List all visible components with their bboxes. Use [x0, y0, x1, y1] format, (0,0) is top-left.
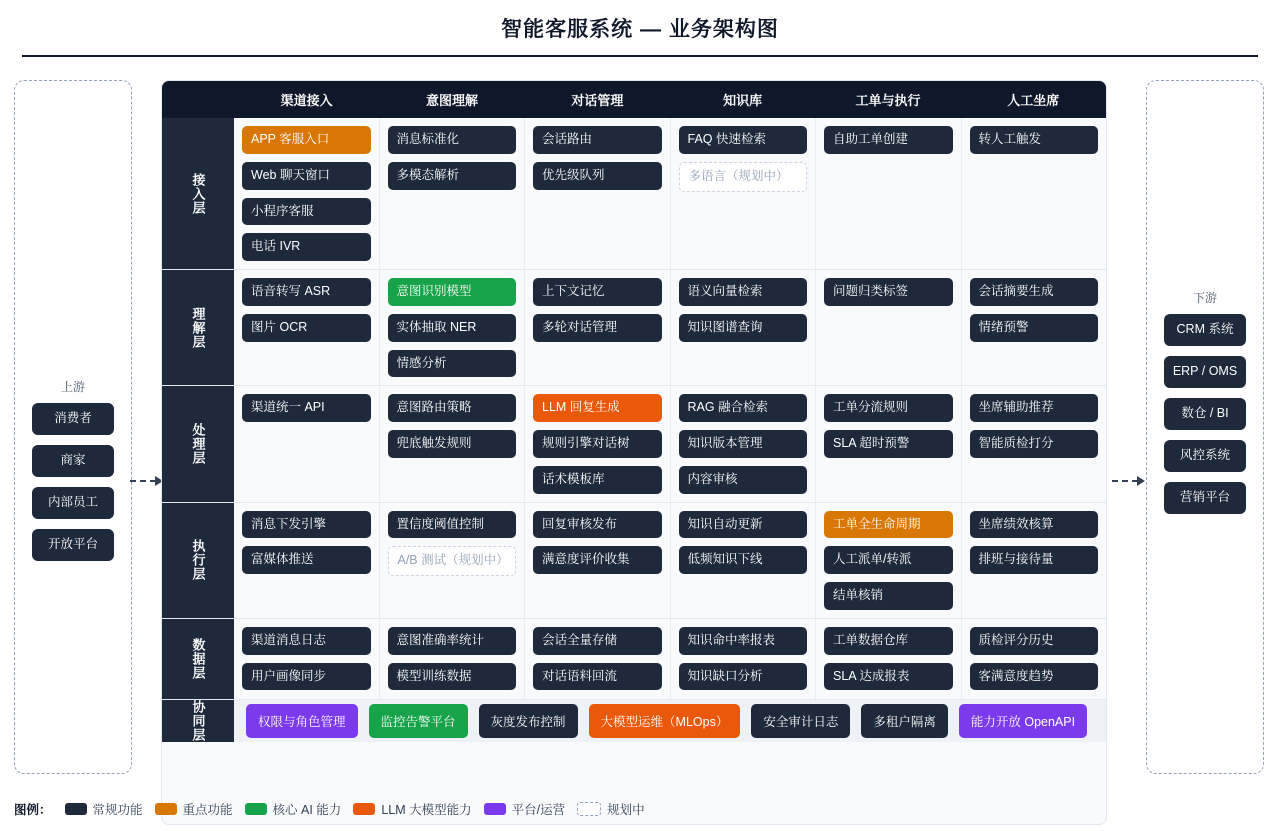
layer-label: 处理层: [162, 386, 234, 501]
capability-node[interactable]: 低频知识下线: [679, 546, 808, 574]
downstream-label: 下游: [1192, 291, 1217, 305]
matrix-cell: [671, 386, 817, 501]
capability-node[interactable]: 语义向量检索: [679, 278, 808, 306]
capability-node[interactable]: 置信度阈值控制: [388, 511, 517, 539]
layer-row: [162, 619, 1106, 700]
upstream-rail: [14, 80, 132, 774]
capability-node[interactable]: 优先级队列: [533, 162, 662, 190]
matrix-cell: [380, 118, 526, 269]
capability-node[interactable]: 意图识别模型: [388, 278, 517, 306]
legend-item: [155, 800, 233, 818]
legend-item: [65, 800, 143, 818]
matrix-cell: [380, 386, 526, 501]
capability-node[interactable]: FAQ 快速检索: [679, 126, 808, 154]
downstream-node[interactable]: 风控系统: [1164, 440, 1246, 472]
downstream-node[interactable]: ERP / OMS: [1164, 356, 1246, 388]
column-header: 知识库: [723, 93, 763, 108]
matrix-cell: [816, 619, 962, 699]
capability-node[interactable]: 自助工单创建: [824, 126, 953, 154]
collaboration-chip[interactable]: 多租户隔离: [861, 704, 948, 738]
layer-label: 理解层: [162, 270, 234, 385]
capability-node[interactable]: 内容审核: [679, 466, 808, 494]
layer-row: [162, 386, 1106, 502]
collaboration-chip[interactable]: 安全审计日志: [751, 704, 850, 738]
upstream-list: [15, 403, 131, 561]
capability-node[interactable]: 转人工触发: [970, 126, 1099, 154]
legend-label: 常规功能: [92, 803, 143, 817]
legend-label: 重点功能: [182, 803, 233, 817]
downstream-arrow: [1112, 476, 1145, 486]
matrix-corner: [162, 81, 234, 118]
collaboration-items: [234, 700, 1106, 742]
capability-node[interactable]: A/B 测试（规划中）: [388, 546, 517, 576]
downstream-node[interactable]: 数仓 / BI: [1164, 398, 1246, 430]
layer-label: 执行层: [162, 503, 234, 618]
capability-node[interactable]: 用户画像同步: [242, 663, 371, 691]
collaboration-chip[interactable]: 权限与角色管理: [246, 704, 358, 738]
matrix-cell: [525, 118, 671, 269]
capability-node[interactable]: 满意度评价收集: [533, 546, 662, 574]
matrix-cell: [525, 619, 671, 699]
capability-node[interactable]: 消息标准化: [388, 126, 517, 154]
capability-node[interactable]: 坐席绩效核算: [970, 511, 1099, 539]
upstream-label: 上游: [60, 380, 85, 394]
legend-label: LLM 大模型能力: [381, 803, 472, 817]
capability-node[interactable]: APP 客服入口: [242, 126, 371, 154]
capability-node[interactable]: 语音转写 ASR: [242, 278, 371, 306]
capability-node[interactable]: 智能质检打分: [970, 430, 1099, 458]
capability-node[interactable]: 模型训练数据: [388, 663, 517, 691]
matrix-cell: [234, 386, 380, 501]
capability-node[interactable]: 问题归类标签: [824, 278, 953, 306]
column-header: 人工坐席: [1007, 93, 1060, 108]
capability-node[interactable]: 工单分流规则: [824, 394, 953, 422]
matrix-cell: [234, 619, 380, 699]
capability-node[interactable]: RAG 融合检索: [679, 394, 808, 422]
matrix-cell: [234, 503, 380, 618]
matrix-cell: [380, 619, 526, 699]
downstream-list: [1147, 314, 1263, 514]
capability-node[interactable]: 会话全量存储: [533, 627, 662, 655]
matrix-cell: [816, 270, 962, 385]
matrix-header-row: [162, 81, 1106, 118]
matrix-cell: [234, 118, 380, 269]
capability-node[interactable]: 情绪预警: [970, 314, 1099, 342]
collaboration-row: [162, 700, 1106, 742]
legend-item: [353, 800, 471, 818]
legend-label: 规划中: [607, 803, 645, 817]
capability-node[interactable]: 会话摘要生成: [970, 278, 1099, 306]
collaboration-chip[interactable]: 监控告警平台: [369, 704, 468, 738]
collaboration-chip[interactable]: 能力开放 OpenAPI: [959, 704, 1087, 738]
layer-label: 接入层: [162, 118, 234, 269]
capability-node[interactable]: 话术模板库: [533, 466, 662, 494]
legend-label: 核心 AI 能力: [272, 803, 342, 817]
legend-title: 图例：: [14, 803, 52, 817]
downstream-node[interactable]: 营销平台: [1164, 482, 1246, 514]
matrix-cell: [962, 619, 1107, 699]
matrix-cell: [816, 386, 962, 501]
capability-node[interactable]: 结单核销: [824, 582, 953, 610]
capability-node[interactable]: 意图准确率统计: [388, 627, 517, 655]
capability-node[interactable]: 知识缺口分析: [679, 663, 808, 691]
column-header: 意图理解: [425, 93, 478, 108]
capability-node[interactable]: LLM 回复生成: [533, 394, 662, 422]
legend-label: 平台/运营: [511, 803, 566, 817]
capability-node[interactable]: SLA 达成报表: [824, 663, 953, 691]
legend: [14, 800, 657, 818]
architecture-canvas: [0, 56, 1280, 776]
capability-node[interactable]: 知识自动更新: [679, 511, 808, 539]
legend-item: [484, 800, 565, 818]
matrix-cell: [380, 270, 526, 385]
matrix-body: [162, 118, 1106, 700]
capability-node[interactable]: 渠道统一 API: [242, 394, 371, 422]
downstream-node[interactable]: CRM 系统: [1164, 314, 1246, 346]
matrix-cell: [962, 118, 1107, 269]
legend-swatch: [577, 802, 601, 816]
matrix-cell: [525, 386, 671, 501]
capability-node[interactable]: 图片 OCR: [242, 314, 371, 342]
capability-node[interactable]: 工单全生命周期: [824, 511, 953, 539]
legend-swatch: [155, 803, 177, 815]
matrix-cell: [962, 386, 1107, 501]
capability-node[interactable]: 小程序客服: [242, 198, 371, 226]
capability-node[interactable]: 意图路由策略: [388, 394, 517, 422]
capability-node[interactable]: 多模态解析: [388, 162, 517, 190]
capability-node[interactable]: 实体抽取 NER: [388, 314, 517, 342]
upstream-arrow: [130, 476, 163, 486]
capability-node[interactable]: 工单数据仓库: [824, 627, 953, 655]
matrix-cell: [525, 503, 671, 618]
capability-node[interactable]: 情感分析: [388, 350, 517, 378]
capability-node[interactable]: 知识图谱查询: [679, 314, 808, 342]
matrix-cell: [962, 270, 1107, 385]
capability-node[interactable]: SLA 超时预警: [824, 430, 953, 458]
capability-node[interactable]: 多语言（规划中）: [679, 162, 808, 192]
capability-node[interactable]: 对话语料回流: [533, 663, 662, 691]
column-header: 工单与执行: [855, 93, 921, 108]
upstream-node[interactable]: 开放平台: [32, 529, 114, 561]
legend-item: [577, 800, 645, 818]
layer-row: [162, 118, 1106, 270]
legend-item: [245, 800, 342, 818]
matrix-cell: [671, 270, 817, 385]
collaboration-chip[interactable]: 灰度发布控制: [479, 704, 578, 738]
capability-node[interactable]: 人工派单/转派: [824, 546, 953, 574]
capability-node[interactable]: 规则引擎对话树: [533, 430, 662, 458]
capability-node[interactable]: 富媒体推送: [242, 546, 371, 574]
architecture-matrix: [161, 80, 1107, 825]
capability-node[interactable]: 兜底触发规则: [388, 430, 517, 458]
legend-swatch: [245, 803, 267, 815]
matrix-cell: [380, 503, 526, 618]
column-header: 渠道接入: [280, 93, 333, 108]
downstream-rail: [1146, 80, 1264, 774]
capability-node[interactable]: 上下文记忆: [533, 278, 662, 306]
matrix-cell: [234, 270, 380, 385]
layer-row: [162, 503, 1106, 619]
matrix-cell: [525, 270, 671, 385]
matrix-cell: [816, 503, 962, 618]
page-title: 智能客服系统 — 业务架构图: [501, 18, 779, 41]
upstream-node[interactable]: 消费者: [32, 403, 114, 435]
layer-row: [162, 270, 1106, 386]
matrix-cell: [671, 118, 817, 269]
capability-node[interactable]: 排班与接待量: [970, 546, 1099, 574]
legend-swatch: [484, 803, 506, 815]
capability-node[interactable]: 知识版本管理: [679, 430, 808, 458]
capability-node[interactable]: 坐席辅助推荐: [970, 394, 1099, 422]
collaboration-label: 协同层: [162, 700, 234, 742]
legend-swatch: [353, 803, 375, 815]
matrix-cell: [962, 503, 1107, 618]
matrix-cell: [816, 118, 962, 269]
capability-node[interactable]: Web 聊天窗口: [242, 162, 371, 190]
matrix-cell: [671, 619, 817, 699]
capability-node[interactable]: 多轮对话管理: [533, 314, 662, 342]
capability-node[interactable]: 会话路由: [533, 126, 662, 154]
upstream-node[interactable]: 内部员工: [32, 487, 114, 519]
upstream-node[interactable]: 商家: [32, 445, 114, 477]
capability-node[interactable]: 回复审核发布: [533, 511, 662, 539]
collaboration-chip[interactable]: 大模型运维（MLOps）: [589, 704, 741, 738]
capability-node[interactable]: 消息下发引擎: [242, 511, 371, 539]
capability-node[interactable]: 渠道消息日志: [242, 627, 371, 655]
matrix-cell: [671, 503, 817, 618]
legend-swatch: [65, 803, 87, 815]
capability-node[interactable]: 客满意度趋势: [970, 663, 1099, 691]
capability-node[interactable]: 知识命中率报表: [679, 627, 808, 655]
layer-label: 数据层: [162, 619, 234, 699]
capability-node[interactable]: 质检评分历史: [970, 627, 1099, 655]
column-header: 对话管理: [571, 93, 624, 108]
capability-node[interactable]: 电话 IVR: [242, 233, 371, 261]
